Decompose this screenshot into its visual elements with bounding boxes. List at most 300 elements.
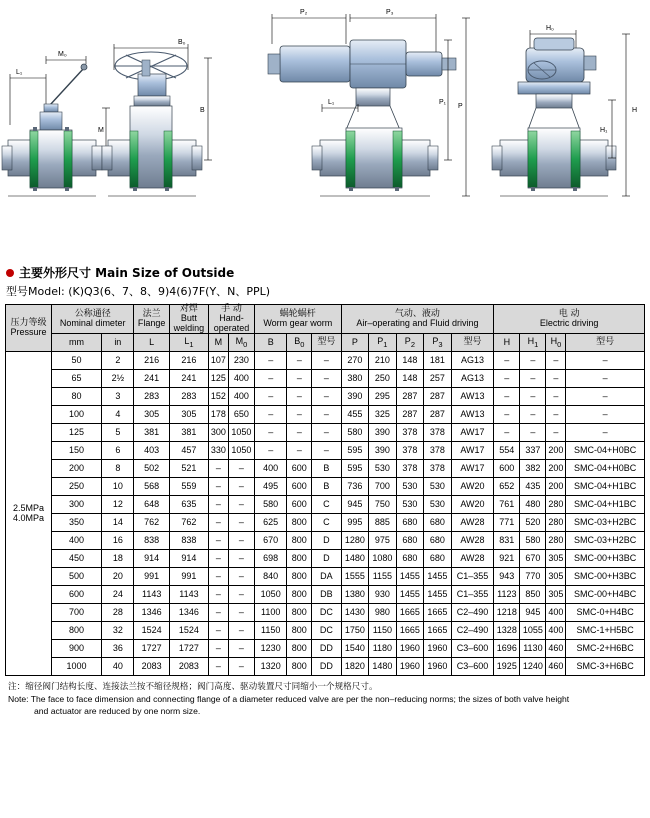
cell-P: 1555 bbox=[341, 568, 369, 586]
dim-label-L1b: L₁ bbox=[328, 99, 335, 106]
cell-L: 216 bbox=[134, 352, 169, 370]
cell-mm: 600 bbox=[51, 586, 101, 604]
cell-型号: B bbox=[312, 460, 341, 478]
subheader-mm: mm bbox=[51, 334, 101, 352]
cell-M: 152 bbox=[208, 388, 228, 406]
subheader-P3: $P_3$ bbox=[424, 334, 452, 352]
cell-L: 1727 bbox=[134, 640, 169, 658]
cell-P2: 148 bbox=[396, 352, 424, 370]
drawing-worm-gear-valve bbox=[96, 0, 226, 258]
cell-H: 1696 bbox=[494, 640, 520, 658]
cell-M0: 400 bbox=[228, 388, 254, 406]
cell-B0: – bbox=[287, 424, 312, 442]
cell-B: 1230 bbox=[254, 640, 286, 658]
note-line-cn: 注：缩径阀门结构长度、连接法兰按不缩径规格；阀门高度、驱动装置尺寸同缩小一个规格尺寸。 bbox=[8, 682, 378, 693]
cell-P1: 530 bbox=[369, 460, 397, 478]
cell-P2: 378 bbox=[396, 460, 424, 478]
cell-型号: – bbox=[312, 388, 341, 406]
table-row bbox=[6, 532, 645, 550]
cell-P3: 1665 bbox=[424, 604, 452, 622]
cell-B0: 600 bbox=[287, 478, 312, 496]
subheader-model-worm: 型号 bbox=[312, 334, 341, 352]
cell-P2: 287 bbox=[396, 406, 424, 424]
subheader-model-air: 型号 bbox=[451, 334, 494, 352]
cell-型号: DD bbox=[312, 658, 341, 676]
cell-B: 625 bbox=[254, 514, 286, 532]
cell-型号: AW13 bbox=[451, 406, 494, 424]
cell-型号: AW28 bbox=[451, 532, 494, 550]
cell-H0: – bbox=[546, 370, 566, 388]
cell-B0: 800 bbox=[287, 532, 312, 550]
cell-L1: 559 bbox=[169, 478, 208, 496]
cell-P2: 378 bbox=[396, 424, 424, 442]
cell-B: – bbox=[254, 406, 286, 424]
cell-型号: DD bbox=[312, 640, 341, 658]
model-line: 型号Model: (K)Q3(6、7、8、9)4(6)7F(Y、N、PPL) bbox=[6, 285, 271, 298]
cell-mm: 200 bbox=[51, 460, 101, 478]
cell-H: 921 bbox=[494, 550, 520, 568]
cell-in: 28 bbox=[102, 604, 134, 622]
cell-L1: 838 bbox=[169, 532, 208, 550]
cell-M0: – bbox=[228, 478, 254, 496]
cell-P: 455 bbox=[341, 406, 369, 424]
cell-H0: 305 bbox=[546, 568, 566, 586]
table-row bbox=[6, 460, 645, 478]
cell-M0: – bbox=[228, 460, 254, 478]
cell-P3: 378 bbox=[424, 442, 452, 460]
cell-B0: 800 bbox=[287, 658, 312, 676]
cell-H0: 400 bbox=[546, 622, 566, 640]
cell-L: 305 bbox=[134, 406, 169, 424]
cell-B: 1100 bbox=[254, 604, 286, 622]
cell-P: 380 bbox=[341, 370, 369, 388]
cell-P1: 930 bbox=[369, 586, 397, 604]
cell-P2: 1960 bbox=[396, 658, 424, 676]
cell-M0: – bbox=[228, 658, 254, 676]
cell-M: – bbox=[208, 604, 228, 622]
cell-mm: 300 bbox=[51, 496, 101, 514]
cell-型号: AW17 bbox=[451, 442, 494, 460]
cell-L: 1346 bbox=[134, 604, 169, 622]
cell-型号: C2–490 bbox=[451, 604, 494, 622]
cell-L: 1524 bbox=[134, 622, 169, 640]
cell-B0: 600 bbox=[287, 460, 312, 478]
cell-型号: – bbox=[566, 424, 645, 442]
cell-P3: 181 bbox=[424, 352, 452, 370]
note-line-en-2: and actuator are reduced by one norm size. bbox=[34, 705, 201, 716]
cell-L: 648 bbox=[134, 496, 169, 514]
cell-型号: SMC-03+H2BC bbox=[566, 514, 645, 532]
cell-B: 1320 bbox=[254, 658, 286, 676]
cell-型号: – bbox=[566, 370, 645, 388]
cell-型号: SMC-2+H6BC bbox=[566, 640, 645, 658]
cell-B: 698 bbox=[254, 550, 286, 568]
cell-L: 914 bbox=[134, 550, 169, 568]
cell-M0: – bbox=[228, 604, 254, 622]
cell-B0: 800 bbox=[287, 550, 312, 568]
cell-in: 2 bbox=[102, 352, 134, 370]
cell-P2: 1960 bbox=[396, 640, 424, 658]
cell-P1: 750 bbox=[369, 496, 397, 514]
subheader-B0: $B_0$ bbox=[287, 334, 312, 352]
cell-L: 403 bbox=[134, 442, 169, 460]
drawing-electric-valve bbox=[480, 0, 650, 258]
cell-mm: 500 bbox=[51, 568, 101, 586]
cell-型号: – bbox=[566, 406, 645, 424]
cell-P1: 885 bbox=[369, 514, 397, 532]
cell-B0: – bbox=[287, 388, 312, 406]
subheader-B: B bbox=[254, 334, 286, 352]
subheader-P: P bbox=[341, 334, 369, 352]
cell-P1: 295 bbox=[369, 388, 397, 406]
dim-label-P2: P₂ bbox=[300, 9, 308, 16]
cell-P3: 530 bbox=[424, 478, 452, 496]
cell-M0: 1050 bbox=[228, 442, 254, 460]
cell-P2: 680 bbox=[396, 550, 424, 568]
cell-pressure-range: 2.5MPa 4.0MPa bbox=[6, 352, 52, 676]
cell-P2: 148 bbox=[396, 370, 424, 388]
header-electric: 电 动 Electric driving bbox=[494, 305, 645, 334]
section-heading-text: 主要外形尺寸 Main Size of Outside bbox=[19, 266, 235, 280]
cell-L1: 635 bbox=[169, 496, 208, 514]
cell-型号: SMC-04+H0BC bbox=[566, 442, 645, 460]
cell-mm: 65 bbox=[51, 370, 101, 388]
cell-P2: 1665 bbox=[396, 604, 424, 622]
cell-H0: 200 bbox=[546, 478, 566, 496]
cell-mm: 50 bbox=[51, 352, 101, 370]
cell-M: 178 bbox=[208, 406, 228, 424]
cell-B0: – bbox=[287, 370, 312, 388]
cell-B: 670 bbox=[254, 532, 286, 550]
cell-P: 736 bbox=[341, 478, 369, 496]
cell-H1: 520 bbox=[520, 514, 546, 532]
cell-型号: D bbox=[312, 550, 341, 568]
cell-H0: – bbox=[546, 388, 566, 406]
cell-H: 1925 bbox=[494, 658, 520, 676]
cell-P3: 1665 bbox=[424, 622, 452, 640]
cell-B0: 800 bbox=[287, 514, 312, 532]
cell-L1: 305 bbox=[169, 406, 208, 424]
subheader-P1: $P_1$ bbox=[369, 334, 397, 352]
cell-M: 330 bbox=[208, 442, 228, 460]
cell-型号: AW13 bbox=[451, 388, 494, 406]
cell-P1: 1480 bbox=[369, 658, 397, 676]
cell-P3: 287 bbox=[424, 388, 452, 406]
cell-H1: 1240 bbox=[520, 658, 546, 676]
table-row bbox=[6, 352, 645, 370]
cell-mm: 350 bbox=[51, 514, 101, 532]
subheader-H1: $H_1$ bbox=[520, 334, 546, 352]
cell-H0: 200 bbox=[546, 442, 566, 460]
header-pressure: 压力等级 Pressure bbox=[6, 305, 52, 352]
cell-P2: 1665 bbox=[396, 622, 424, 640]
cell-P1: 980 bbox=[369, 604, 397, 622]
drawing-pneumatic-valve bbox=[250, 0, 480, 258]
cell-M: – bbox=[208, 532, 228, 550]
cell-in: 6 bbox=[102, 442, 134, 460]
cell-H1: 337 bbox=[520, 442, 546, 460]
cell-型号: AW17 bbox=[451, 460, 494, 478]
cell-in: 18 bbox=[102, 550, 134, 568]
cell-P: 995 bbox=[341, 514, 369, 532]
table-row bbox=[6, 622, 645, 640]
cell-mm: 80 bbox=[51, 388, 101, 406]
cell-型号: SMC-00+H3BC bbox=[566, 550, 645, 568]
cell-H1: 770 bbox=[520, 568, 546, 586]
cell-H: 1328 bbox=[494, 622, 520, 640]
cell-型号: C bbox=[312, 514, 341, 532]
cell-M: – bbox=[208, 568, 228, 586]
dim-label-P1: P₁ bbox=[439, 99, 447, 106]
cell-H1: 435 bbox=[520, 478, 546, 496]
cell-P1: 210 bbox=[369, 352, 397, 370]
cell-型号: – bbox=[312, 424, 341, 442]
cell-M0: – bbox=[228, 514, 254, 532]
cell-M0: – bbox=[228, 568, 254, 586]
cell-B: 1050 bbox=[254, 586, 286, 604]
cell-型号: DA bbox=[312, 568, 341, 586]
cell-M0: – bbox=[228, 550, 254, 568]
cell-P2: 530 bbox=[396, 478, 424, 496]
cell-B: – bbox=[254, 388, 286, 406]
cell-H: – bbox=[494, 424, 520, 442]
cell-P1: 390 bbox=[369, 442, 397, 460]
cell-型号: C1–355 bbox=[451, 586, 494, 604]
cell-H1: – bbox=[520, 424, 546, 442]
cell-B0: 800 bbox=[287, 586, 312, 604]
cell-P3: 1960 bbox=[424, 640, 452, 658]
cell-M: – bbox=[208, 460, 228, 478]
cell-H1: – bbox=[520, 352, 546, 370]
cell-B0: – bbox=[287, 442, 312, 460]
cell-M: – bbox=[208, 550, 228, 568]
cell-B: 840 bbox=[254, 568, 286, 586]
cell-型号: SMC-0+H4BC bbox=[566, 604, 645, 622]
cell-P: 595 bbox=[341, 460, 369, 478]
table-row bbox=[6, 496, 645, 514]
cell-H: 831 bbox=[494, 532, 520, 550]
cell-P1: 975 bbox=[369, 532, 397, 550]
cell-L: 568 bbox=[134, 478, 169, 496]
header-nominal-diameter: 公称通径 Nominal dimeter bbox=[51, 305, 134, 334]
cell-型号: – bbox=[566, 388, 645, 406]
cell-P1: 1080 bbox=[369, 550, 397, 568]
cell-M: – bbox=[208, 640, 228, 658]
cell-P1: 1180 bbox=[369, 640, 397, 658]
cell-型号: AW17 bbox=[451, 424, 494, 442]
cell-P1: 250 bbox=[369, 370, 397, 388]
cell-H: 1123 bbox=[494, 586, 520, 604]
cell-in: 3 bbox=[102, 388, 134, 406]
cell-型号: AW20 bbox=[451, 496, 494, 514]
cell-M0: 400 bbox=[228, 370, 254, 388]
cell-型号: C2–490 bbox=[451, 622, 494, 640]
cell-H1: 1055 bbox=[520, 622, 546, 640]
dim-label-P: P bbox=[458, 103, 463, 110]
cell-H: 652 bbox=[494, 478, 520, 496]
dim-label-H: H bbox=[632, 107, 638, 114]
cell-in: 2½ bbox=[102, 370, 134, 388]
cell-H0: – bbox=[546, 406, 566, 424]
cell-H: – bbox=[494, 406, 520, 424]
cell-L1: 1727 bbox=[169, 640, 208, 658]
dim-label-L1: L₁ bbox=[16, 69, 23, 76]
cell-B: 495 bbox=[254, 478, 286, 496]
table-row bbox=[6, 388, 645, 406]
cell-型号: C bbox=[312, 496, 341, 514]
cell-L: 2083 bbox=[134, 658, 169, 676]
table-row bbox=[6, 370, 645, 388]
section-heading bbox=[6, 264, 650, 281]
cell-M0: 1050 bbox=[228, 424, 254, 442]
table-row bbox=[6, 478, 645, 496]
cell-H: 1218 bbox=[494, 604, 520, 622]
cell-P1: 1150 bbox=[369, 622, 397, 640]
cell-mm: 900 bbox=[51, 640, 101, 658]
dim-label-B: B bbox=[200, 107, 205, 114]
cell-L1: 914 bbox=[169, 550, 208, 568]
cell-H: 554 bbox=[494, 442, 520, 460]
subheader-H0: $H_0$ bbox=[546, 334, 566, 352]
cell-L: 381 bbox=[134, 424, 169, 442]
header-worm-gear: 蜗轮蜗杆 Worm gear worm bbox=[254, 305, 341, 334]
cell-P: 945 bbox=[341, 496, 369, 514]
cell-B: 400 bbox=[254, 460, 286, 478]
cell-B0: 800 bbox=[287, 622, 312, 640]
cell-in: 16 bbox=[102, 532, 134, 550]
cell-mm: 450 bbox=[51, 550, 101, 568]
cell-型号: – bbox=[566, 352, 645, 370]
cell-H: – bbox=[494, 352, 520, 370]
cell-H0: 305 bbox=[546, 586, 566, 604]
cell-M0: – bbox=[228, 586, 254, 604]
cell-mm: 700 bbox=[51, 604, 101, 622]
cell-M: – bbox=[208, 586, 228, 604]
cell-in: 14 bbox=[102, 514, 134, 532]
cell-H: 771 bbox=[494, 514, 520, 532]
cell-P3: 680 bbox=[424, 514, 452, 532]
cell-mm: 100 bbox=[51, 406, 101, 424]
cell-P: 1480 bbox=[341, 550, 369, 568]
cell-P3: 680 bbox=[424, 550, 452, 568]
cell-H1: 580 bbox=[520, 532, 546, 550]
cell-型号: – bbox=[312, 352, 341, 370]
cell-M: 107 bbox=[208, 352, 228, 370]
drawings-area bbox=[0, 0, 650, 258]
cell-P: 1280 bbox=[341, 532, 369, 550]
cell-L: 838 bbox=[134, 532, 169, 550]
table-header-row-2 bbox=[6, 334, 645, 352]
cell-P1: 1155 bbox=[369, 568, 397, 586]
cell-型号: SMC-3+H6BC bbox=[566, 658, 645, 676]
cell-P: 1540 bbox=[341, 640, 369, 658]
cell-P2: 530 bbox=[396, 496, 424, 514]
cell-P3: 680 bbox=[424, 532, 452, 550]
cell-mm: 400 bbox=[51, 532, 101, 550]
cell-型号: DC bbox=[312, 604, 341, 622]
table-row bbox=[6, 640, 645, 658]
subheader-H: H bbox=[494, 334, 520, 352]
dim-label-M: M bbox=[98, 127, 104, 134]
cell-B0: – bbox=[287, 406, 312, 424]
table-row bbox=[6, 514, 645, 532]
cell-in: 4 bbox=[102, 406, 134, 424]
cell-型号: AW20 bbox=[451, 478, 494, 496]
cell-型号: AW28 bbox=[451, 550, 494, 568]
cell-M0: – bbox=[228, 532, 254, 550]
cell-H: 761 bbox=[494, 496, 520, 514]
dim-label-H0: H₀ bbox=[546, 25, 554, 32]
cell-L: 241 bbox=[134, 370, 169, 388]
note-block bbox=[8, 682, 650, 717]
cell-P1: 390 bbox=[369, 424, 397, 442]
cell-L1: 1346 bbox=[169, 604, 208, 622]
cell-B0: – bbox=[287, 352, 312, 370]
cell-P2: 287 bbox=[396, 388, 424, 406]
cell-M: – bbox=[208, 622, 228, 640]
subheader-L1: $L_1$ bbox=[169, 334, 208, 352]
cell-M0: 650 bbox=[228, 406, 254, 424]
cell-mm: 150 bbox=[51, 442, 101, 460]
cell-型号: C3–600 bbox=[451, 640, 494, 658]
cell-P3: 1455 bbox=[424, 586, 452, 604]
table-row bbox=[6, 424, 645, 442]
cell-H0: 280 bbox=[546, 532, 566, 550]
cell-M: 125 bbox=[208, 370, 228, 388]
note-line-en-1: Note: The face to face dimension and connecting flange of a diameter reduced valve are per the non–reducing norms; the sizes of both valve height bbox=[8, 693, 570, 704]
cell-P3: 1455 bbox=[424, 568, 452, 586]
cell-H0: 460 bbox=[546, 640, 566, 658]
cell-H0: 280 bbox=[546, 496, 566, 514]
cell-M0: 230 bbox=[228, 352, 254, 370]
cell-L: 502 bbox=[134, 460, 169, 478]
cell-P: 390 bbox=[341, 388, 369, 406]
cell-H1: 670 bbox=[520, 550, 546, 568]
cell-in: 10 bbox=[102, 478, 134, 496]
cell-in: 8 bbox=[102, 460, 134, 478]
cell-P: 580 bbox=[341, 424, 369, 442]
cell-mm: 1000 bbox=[51, 658, 101, 676]
cell-P3: 257 bbox=[424, 370, 452, 388]
cell-B0: 800 bbox=[287, 604, 312, 622]
subheader-model-electric: 型号 bbox=[566, 334, 645, 352]
cell-L1: 457 bbox=[169, 442, 208, 460]
cell-in: 24 bbox=[102, 586, 134, 604]
cell-B0: 800 bbox=[287, 640, 312, 658]
cell-H0: 460 bbox=[546, 658, 566, 676]
cell-B: 580 bbox=[254, 496, 286, 514]
cell-L1: 241 bbox=[169, 370, 208, 388]
cell-P: 1430 bbox=[341, 604, 369, 622]
cell-型号: – bbox=[312, 370, 341, 388]
cell-in: 32 bbox=[102, 622, 134, 640]
cell-P1: 700 bbox=[369, 478, 397, 496]
cell-P2: 1455 bbox=[396, 586, 424, 604]
header-flange: 法兰 Flange bbox=[134, 305, 169, 334]
table-header-row-1 bbox=[6, 305, 645, 334]
cell-M: 300 bbox=[208, 424, 228, 442]
cell-P2: 1455 bbox=[396, 568, 424, 586]
cell-P3: 378 bbox=[424, 424, 452, 442]
cell-型号: C1–355 bbox=[451, 568, 494, 586]
cell-in: 5 bbox=[102, 424, 134, 442]
cell-H1: 480 bbox=[520, 496, 546, 514]
dim-label-P3: P₃ bbox=[386, 9, 394, 16]
cell-M0: – bbox=[228, 496, 254, 514]
cell-型号: AG13 bbox=[451, 370, 494, 388]
cell-P: 270 bbox=[341, 352, 369, 370]
table-row bbox=[6, 604, 645, 622]
